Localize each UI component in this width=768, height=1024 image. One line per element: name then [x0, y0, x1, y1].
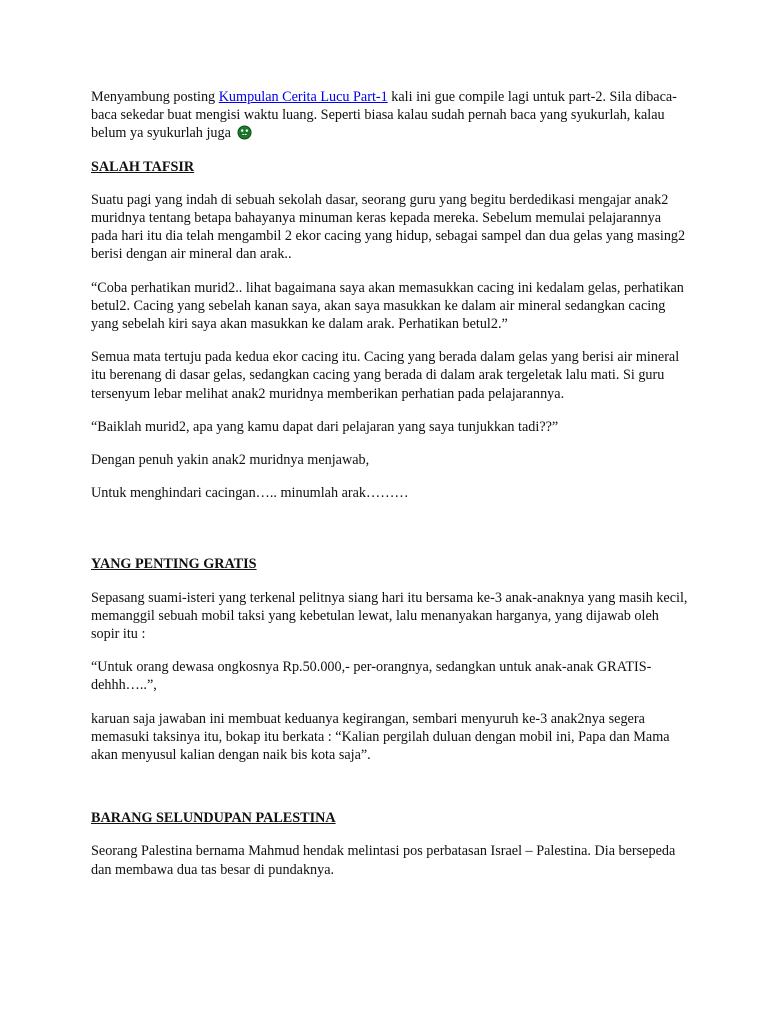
section-1-paragraph-1: Suatu pagi yang indah di sebuah sekolah dasar, seorang guru yang begitu berdedikasi mengajar anak2 muridnya tentang betapa bahayanya minuman keras kepada mereka. Sebelum memulai pelajarannya pada hari itu dia telah mengambil 2 ekor cacing yang hidup, sebagai sampel dan dua gelas yang masing2 berisi dengan air mineral dan arak.. [91, 191, 686, 263]
section-1-paragraph-2: “Coba perhatikan murid2.. lihat bagaimana saya akan memasukkan cacing ini kedalam gelas, perhatikan betul2. Cacing yang sebelah kanan saya, akan saya masukkan ke dalam air mineral sedangkan cacing yang sebelah kiri saya akan masukkan ke dalam arak. Perhatikan betul2.” [91, 279, 684, 333]
section-2-paragraph-1: Sepasang suami-isteri yang terkenal pelitnya siang hari itu bersama ke-3 anak-anaknya yang masih kecil, memanggil sebuah mobil taksi yang kebetulan lewat, lalu menanyakan harganya, yang dijawab oleh sopir itu : [91, 589, 688, 643]
section-2-paragraph-3: karuan saja jawaban ini membuat keduanya kegirangan, sembari menyuruh ke-3 anak2nya segera memasuki taksinya itu, bokap itu berkata : “Kalian pergilah duluan dengan mobil ini, Papa dan Mama akan menyusul kalian dengan naik bis kota saja”. [91, 710, 670, 764]
section-heading-barang-selundupan-palestina: BARANG SELUNDUPAN PALESTINA [91, 810, 336, 827]
intro-text-before-link: Menyambung posting [91, 89, 219, 105]
section-1-paragraph-5: Dengan penuh yakin anak2 muridnya menjawab, [91, 452, 370, 469]
kumpulan-cerita-lucu-part-1-link[interactable]: Kumpulan Cerita Lucu Part-1 [218, 89, 388, 105]
section-2-paragraph-2: “Untuk orang dewasa ongkosnya Rp.50.000,- per-orangnya, sedangkan untuk anak-anak GRATIS-dehhh…..”, [91, 659, 652, 694]
section-heading-yang-penting-gratis: YANG PENTING GRATIS [91, 556, 257, 573]
section-3-paragraph-1: Seorang Palestina bernama Mahmud hendak melintasi pos perbatasan Israel – Palestina. Dia bersepeda dan membawa dua tas besar di pundaknya. [91, 843, 676, 878]
section-1-paragraph-4: “Baiklah murid2, apa yang kamu dapat dari pelajaran yang saya tunjukkan tadi??” [91, 418, 559, 435]
section-1-paragraph-6: Untuk menghindari cacingan….. minumlah arak……… [91, 485, 409, 502]
section-1-paragraph-3: Semua mata tertuju pada kedua ekor cacing itu. Cacing yang berada dalam gelas yang berisi air mineral itu berenang di dasar gelas, sedangkan cacing yang berada di dalam arak tergeletak lalu mati. Si guru tersenyum lebar melihat anak2 muridnya memberikan perhatian pada pelajarannya. [91, 349, 680, 402]
intro-paragraph [91, 88, 689, 143]
intro-text-after-link: kali ini gue compile lagi untuk part-2. Sila dibaca-baca sekedar buat mengisi waktu luang. Seperti biasa kalau sudah pernah baca yang syukurlah, kalau belum ya syukurlah juga [91, 89, 677, 142]
document-page [91, 88, 689, 894]
grinning-smiley-icon [237, 125, 252, 140]
section-spacer [91, 779, 689, 809]
section-heading-salah-tafsir: SALAH TAFSIR [91, 158, 195, 175]
section-spacer [91, 517, 689, 555]
